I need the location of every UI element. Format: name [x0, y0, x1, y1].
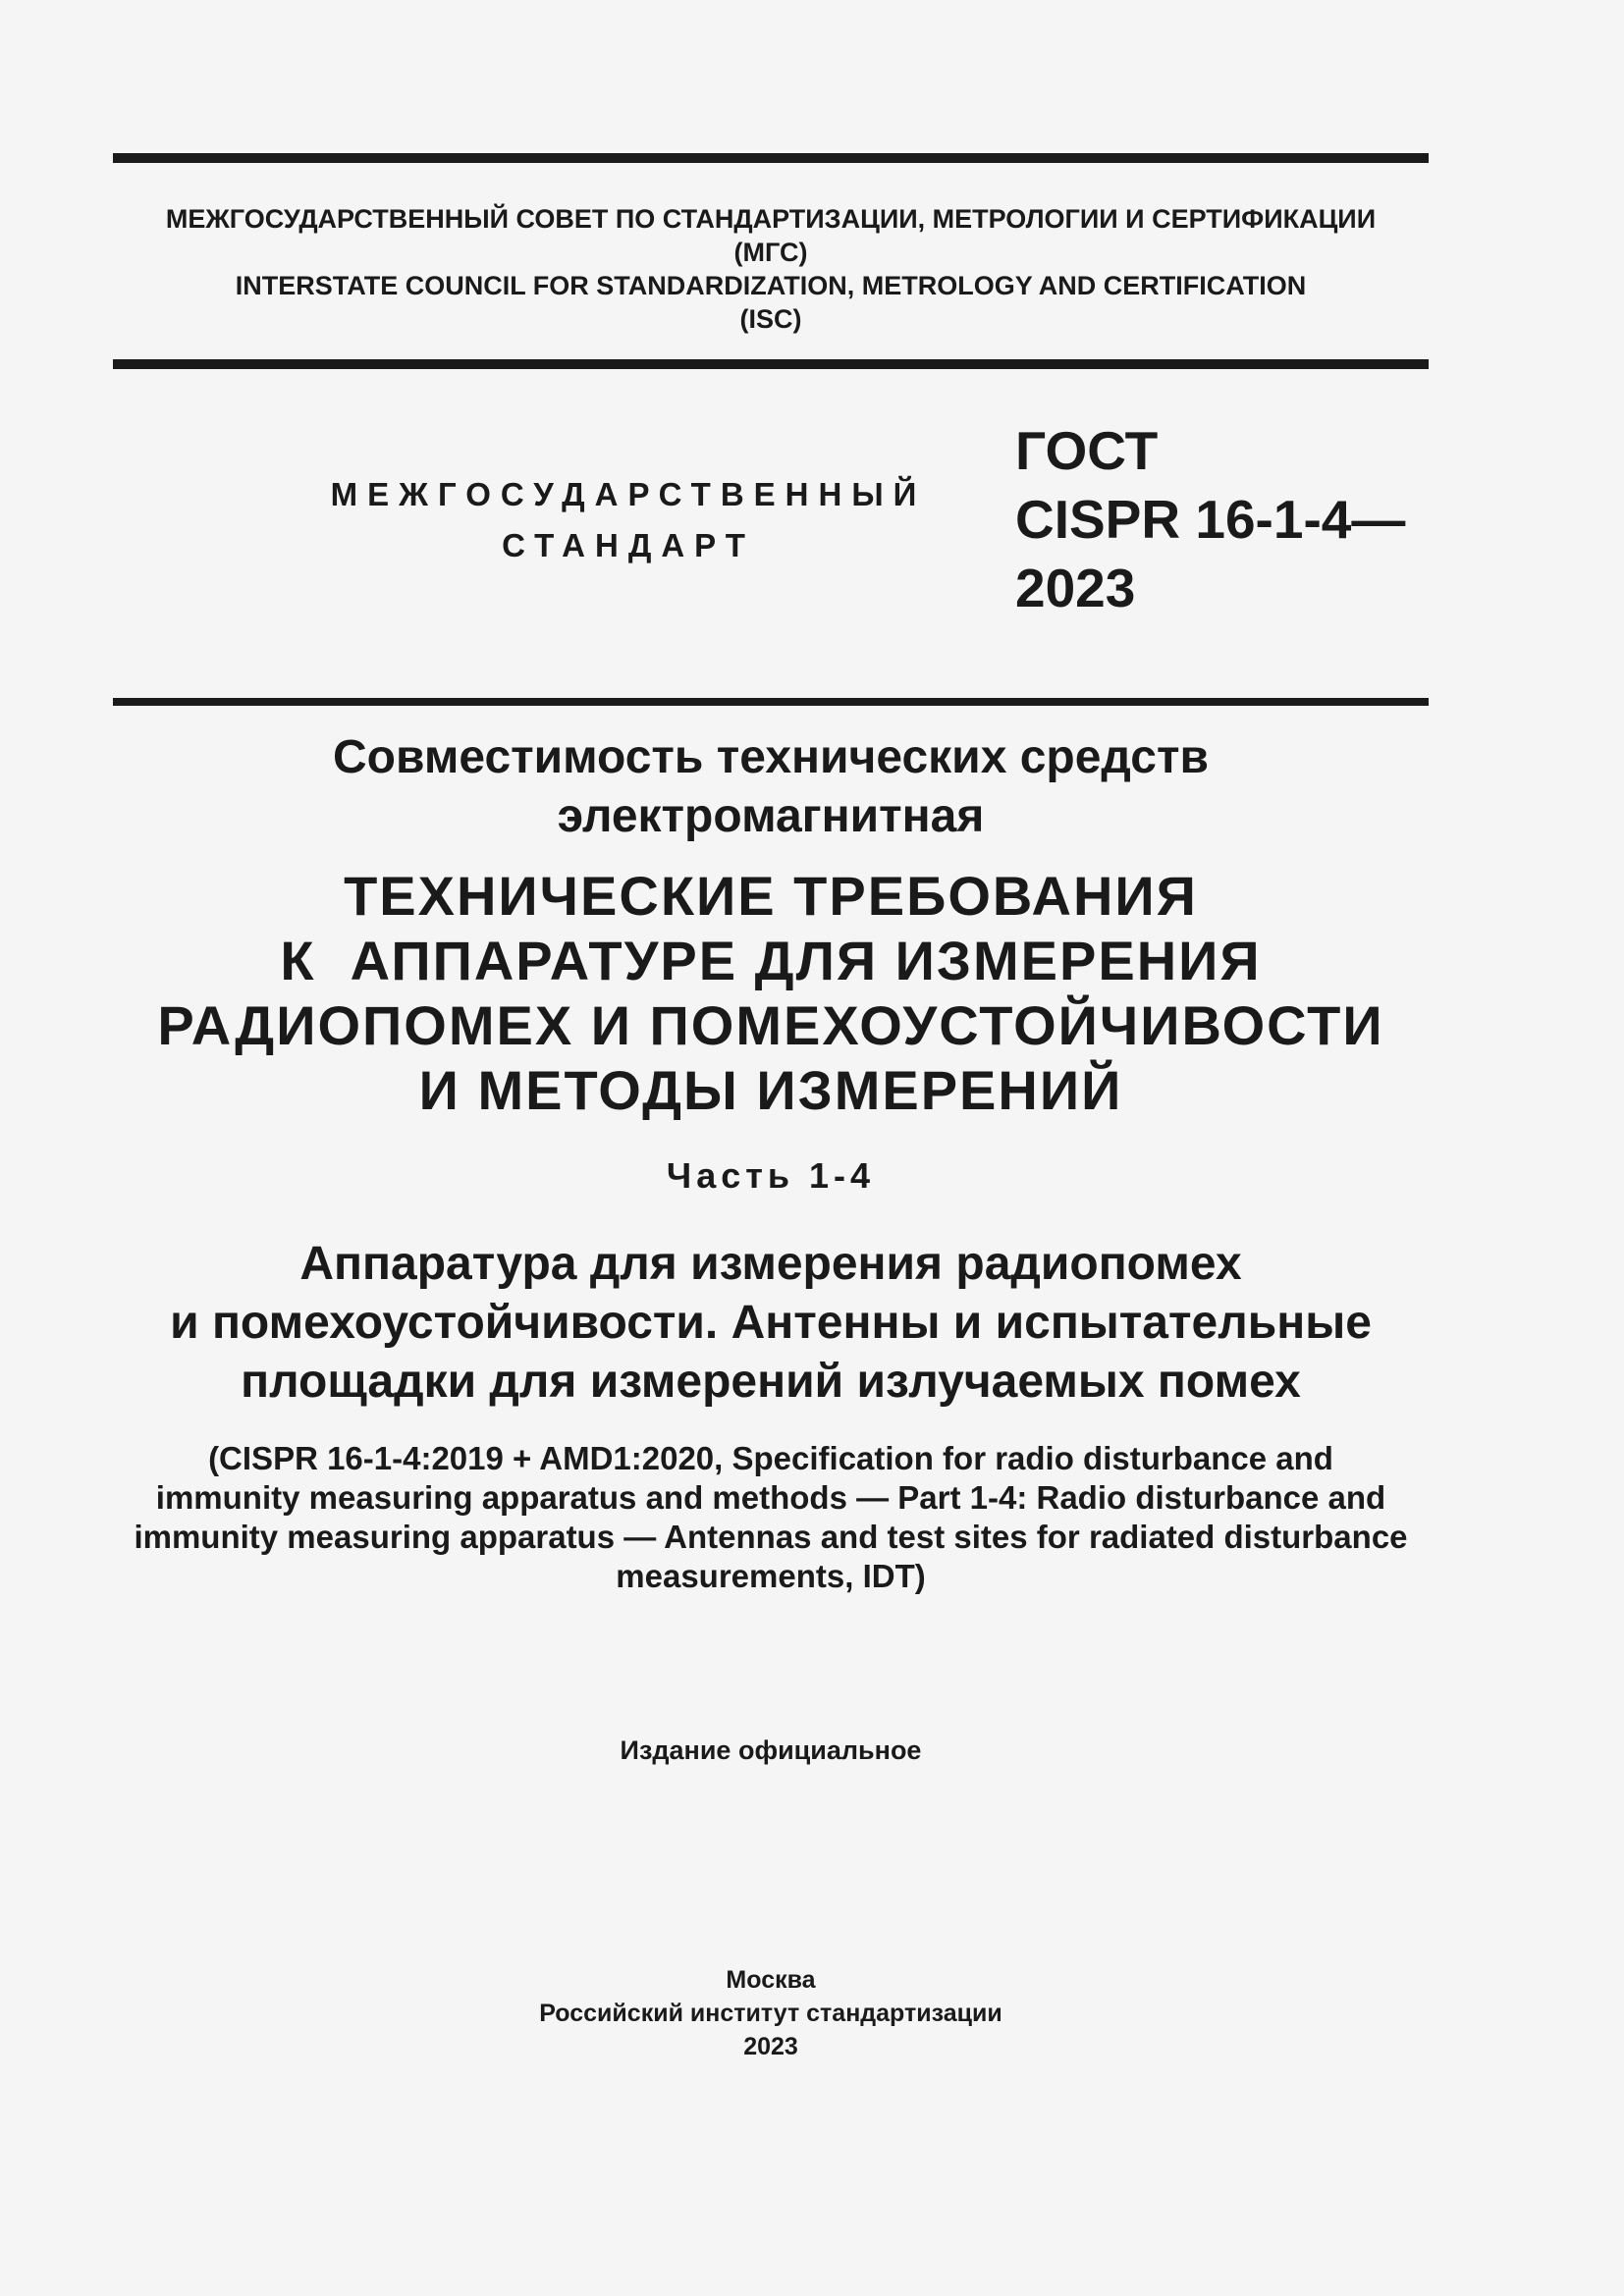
- header-rule: [113, 359, 1429, 369]
- designation-line1: ГОСТ: [1015, 420, 1159, 481]
- general-title: [113, 728, 1429, 846]
- part-title-line: площадки для измерений излучаемых помех: [241, 1356, 1301, 1408]
- general-title-line: Совместимость технических средств: [333, 731, 1209, 783]
- part-number: Часть 1-4: [666, 1155, 876, 1196]
- standard-type-line1: МЕЖГОСУДАРСТВЕННЫЙ: [330, 476, 927, 512]
- council-abbr-en: (ISC): [739, 304, 802, 334]
- international-reference-line: immunity measuring apparatus — Antennas and test sites for radiated disturbance: [134, 1519, 1408, 1555]
- council-abbr-ru: (МГС): [733, 238, 808, 267]
- main-title-line: К АППАРАТУРЕ ДЛЯ ИЗМЕРЕНИЯ: [280, 930, 1262, 991]
- imprint: [113, 1963, 1429, 2063]
- international-reference-line: immunity measuring apparatus and methods — Part 1-4: Radio disturbance and: [155, 1479, 1386, 1516]
- main-title: [113, 864, 1429, 1123]
- edition-note: Издание официальное: [620, 1735, 922, 1765]
- council-name-en: INTERSTATE COUNCIL FOR STANDARDIZATION, METROLOGY AND CERTIFICATION: [235, 271, 1307, 300]
- part-title-line: и помехоустойчивости. Антенны и испытательные: [170, 1297, 1372, 1349]
- standard-type: [295, 469, 962, 571]
- standard-type-line2: СТАНДАРТ: [502, 527, 755, 563]
- imprint-publisher: Российский институт стандартизации: [539, 2000, 1002, 2027]
- standard-designation: [1015, 416, 1405, 622]
- international-reference-line: measurements, IDT): [616, 1558, 926, 1594]
- general-title-line: электромагнитная: [557, 790, 985, 842]
- designation-line3: 2023: [1015, 558, 1136, 618]
- designation-line2: CISPR 16-1-4—: [1015, 489, 1406, 550]
- international-reference-line: (CISPR 16-1-4:2019 + AMD1:2020, Specification for radio disturbance and: [208, 1440, 1333, 1476]
- main-title-line: И МЕТОДЫ ИЗМЕРЕНИЙ: [418, 1059, 1123, 1121]
- title-rule: [113, 698, 1429, 706]
- part-title-line: Аппаратура для измерения радиопомех: [299, 1238, 1242, 1290]
- top-rule: [113, 153, 1429, 163]
- council-header: [113, 202, 1429, 336]
- international-reference: [113, 1439, 1429, 1596]
- part-title: [113, 1235, 1429, 1412]
- imprint-city: Москва: [726, 1966, 816, 1994]
- main-title-line: РАДИОПОМЕХ И ПОМЕХОУСТОЙЧИВОСТИ: [157, 994, 1384, 1056]
- main-title-line: ТЕХНИЧЕСКИЕ ТРЕБОВАНИЯ: [344, 865, 1198, 927]
- council-name-ru: МЕЖГОСУДАРСТВЕННЫЙ СОВЕТ ПО СТАНДАРТИЗАЦИИ, МЕТРОЛОГИИ И СЕРТИФИКАЦИИ: [165, 204, 1377, 234]
- imprint-year: 2023: [743, 2033, 798, 2060]
